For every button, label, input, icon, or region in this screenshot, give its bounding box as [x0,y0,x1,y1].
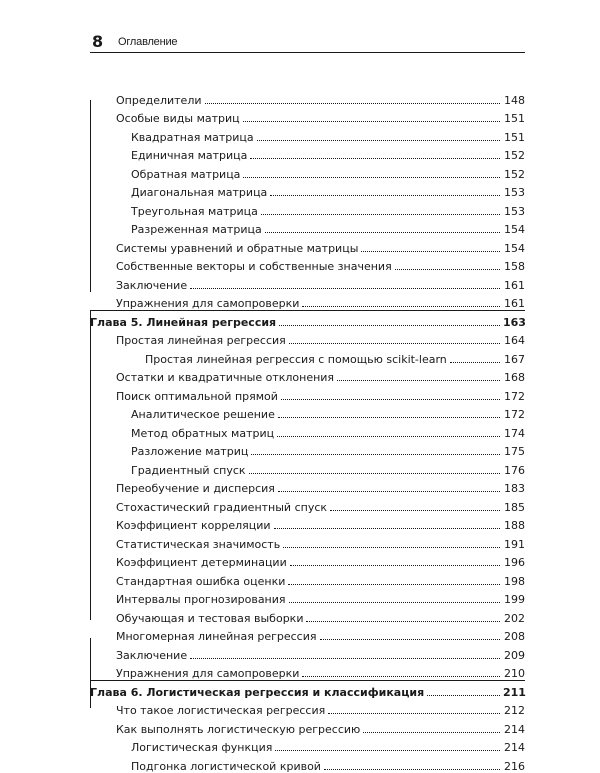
toc-entry-title: Поиск оптимальной прямой [116,389,278,403]
dot-leader [275,750,500,751]
dot-leader [306,621,500,622]
toc-entry[interactable] [116,292,525,311]
toc-entry[interactable] [131,199,525,218]
toc-entry-page-number: 174 [504,426,525,440]
dot-leader [361,251,500,252]
toc-entry-title: Простая линейная регрессия [116,334,286,347]
toc-entry-page-number: 161 [504,297,525,310]
dot-leader [190,288,500,289]
toc-entry-page-number: 168 [504,371,525,384]
toc-chapter-entry[interactable] [90,310,525,329]
toc-entry-page-number: 214 [504,741,525,754]
toc-entry[interactable] [145,347,525,366]
toc-entry-title: Простая линейная регрессия с помощью scikit-learn [145,352,447,366]
toc-entry[interactable] [131,403,525,422]
toc-entry[interactable] [116,107,525,126]
toc-entry-page-number: 172 [504,408,525,421]
toc-entry-title: Статистическая значимость [116,537,281,551]
toc-entry[interactable] [131,218,525,237]
toc-entry-title: Системы уравнений и обратные матрицы [116,241,359,255]
dot-leader [337,380,500,381]
dot-leader [205,103,500,104]
toc-entry-title: Переобучение и дисперсия [116,482,275,495]
toc-entry[interactable] [116,255,525,274]
dot-leader [288,584,500,585]
toc-entry-title: Единичная матрица [131,149,248,162]
toc-entry-title: Коэффициент корреляции [116,519,271,532]
toc-entry-page-number: 151 [504,130,525,144]
dot-leader [190,658,500,659]
dot-leader [261,214,500,215]
toc-entry-page-number: 152 [504,167,525,181]
toc-entry[interactable] [131,736,525,755]
dot-leader [395,269,500,270]
dot-leader [281,399,500,400]
table-of-contents [0,88,600,773]
toc-entry[interactable] [131,754,525,773]
toc-entry-page-number: 185 [504,500,525,514]
toc-entry-title: Обучающая и тестовая выборки [116,611,304,625]
toc-entry-title: Определители [116,93,202,107]
toc-entry-title: Заключение [116,278,188,292]
toc-entry[interactable] [131,144,525,163]
dot-leader [328,713,500,714]
toc-entry[interactable] [116,88,525,107]
toc-entry-title: Собственные векторы и собственные значения [116,260,392,273]
toc-entry[interactable] [116,625,525,644]
toc-entry-title: Глава 6. Логистическая регрессия и классификация [90,685,425,699]
toc-entry-title: Метод обратных матриц [131,426,275,440]
toc-entry-title: Интервалы прогнозирования [116,593,286,606]
toc-entry-page-number: 163 [503,315,526,329]
toc-chapter-entry[interactable] [90,680,525,699]
toc-entry[interactable] [116,329,525,348]
toc-entry-page-number: 196 [504,556,525,569]
toc-entry-page-number: 175 [504,445,525,458]
toc-entry-title: Разложение матриц [131,445,249,458]
toc-entry[interactable] [116,551,525,570]
toc-entry-page-number: 199 [504,593,525,606]
toc-entry[interactable] [116,606,525,625]
toc-entry-page-number: 151 [504,112,525,125]
dot-leader [274,528,500,529]
toc-entry-title: Стандартная ошибка оценки [116,574,286,588]
dot-leader [289,343,500,344]
toc-entry-page-number: 152 [504,149,525,162]
dot-leader [249,473,500,474]
toc-entry-page-number: 164 [504,334,525,347]
toc-entry-page-number: 212 [504,704,525,717]
dot-leader [330,510,500,511]
toc-entry[interactable] [116,477,525,496]
toc-entry-page-number: 154 [504,241,525,255]
toc-entry-page-number: 167 [504,352,525,366]
dot-leader [290,565,500,566]
toc-entry-page-number: 209 [504,648,525,662]
dot-leader [250,158,500,159]
toc-entry-page-number: 214 [504,722,525,736]
toc-entry-page-number: 198 [504,574,525,588]
page-number: 8 [92,32,104,51]
toc-entry-title: Стохастический градиентный спуск [116,500,328,514]
toc-entry[interactable] [116,273,525,292]
toc-entry[interactable] [116,366,525,385]
toc-entry-page-number: 148 [504,93,525,107]
dot-leader [251,454,500,455]
toc-entry-title: Остатки и квадратичные отклонения [116,371,335,384]
dot-leader [243,177,500,178]
dot-leader [278,417,500,418]
toc-entry-title: Упражнения для самопроверки [116,667,300,680]
toc-entry-page-number: 176 [504,463,525,477]
toc-entry-title: Диагональная матрица [131,186,268,199]
toc-entry-page-number: 210 [504,667,525,680]
toc-entry-title: Треугольная матрица [131,204,258,218]
toc-entry[interactable] [116,532,525,551]
running-header-title: Оглавление [118,36,178,48]
toc-entry-page-number: 208 [504,630,525,643]
toc-entry-title: Многомерная линейная регрессия [116,630,317,643]
toc-entry-title: Что такое логистическая регрессия [116,704,326,717]
toc-entry-title: Квадратная матрица [131,130,254,144]
toc-entry-title: Логистическая функция [131,741,273,754]
toc-entry-page-number: 211 [503,685,526,699]
dot-leader [277,436,500,437]
toc-entry[interactable] [116,514,525,533]
dot-leader [363,732,500,733]
toc-entry-page-number: 216 [504,759,525,773]
toc-entry[interactable] [116,236,525,255]
toc-entry-page-number: 183 [504,482,525,495]
toc-entry[interactable] [116,495,525,514]
dot-leader [257,140,500,141]
dot-leader [265,232,500,233]
toc-entry-page-number: 202 [504,611,525,625]
toc-entry-page-number: 153 [504,204,525,218]
dot-leader [302,676,500,677]
toc-entry[interactable] [131,458,525,477]
toc-entry[interactable] [116,569,525,588]
dot-leader [283,547,500,548]
dot-leader [450,362,500,363]
dot-leader [278,491,500,492]
dot-leader [427,695,500,696]
toc-entry[interactable] [131,181,525,200]
toc-entry-title: Заключение [116,648,188,662]
toc-entry[interactable] [116,717,525,736]
toc-entry-page-number: 154 [504,223,525,236]
dot-leader [320,639,501,640]
toc-entry-page-number: 191 [504,537,525,551]
dot-leader [324,769,500,770]
toc-entry[interactable] [131,440,525,459]
toc-entry-page-number: 153 [504,186,525,199]
toc-entry-page-number: 158 [504,260,525,273]
toc-entry-title: Коэффициент детерминации [116,556,287,569]
toc-entry-title: Особые виды матриц [116,112,240,125]
toc-entry-title: Аналитическое решение [131,408,275,421]
toc-entry-title: Обратная матрица [131,167,241,181]
dot-leader [243,121,500,122]
toc-entry[interactable] [116,643,525,662]
dot-leader [279,325,500,326]
dot-leader [289,602,500,603]
toc-entry-title: Как выполнять логистическую регрессию [116,722,361,736]
toc-entry-page-number: 172 [504,389,525,403]
dot-leader [270,195,500,196]
toc-entry-page-number: 161 [504,278,525,292]
toc-entry[interactable] [116,588,525,607]
toc-entry[interactable] [131,162,525,181]
toc-entry-title: Подгонка логистической кривой [131,759,321,773]
toc-entry-title: Упражнения для самопроверки [116,297,300,310]
toc-entry[interactable] [116,699,525,718]
toc-entry-title: Градиентный спуск [131,463,246,477]
dot-leader [302,306,500,307]
toc-entry-title: Разреженная матрица [131,223,262,236]
toc-entry[interactable] [116,662,525,681]
page-header [90,34,525,53]
toc-entry[interactable] [131,125,525,144]
toc-entry-title: Глава 5. Линейная регрессия [90,315,277,329]
toc-entry-page-number: 188 [504,519,525,532]
toc-entry[interactable] [131,421,525,440]
toc-entry[interactable] [116,384,525,403]
